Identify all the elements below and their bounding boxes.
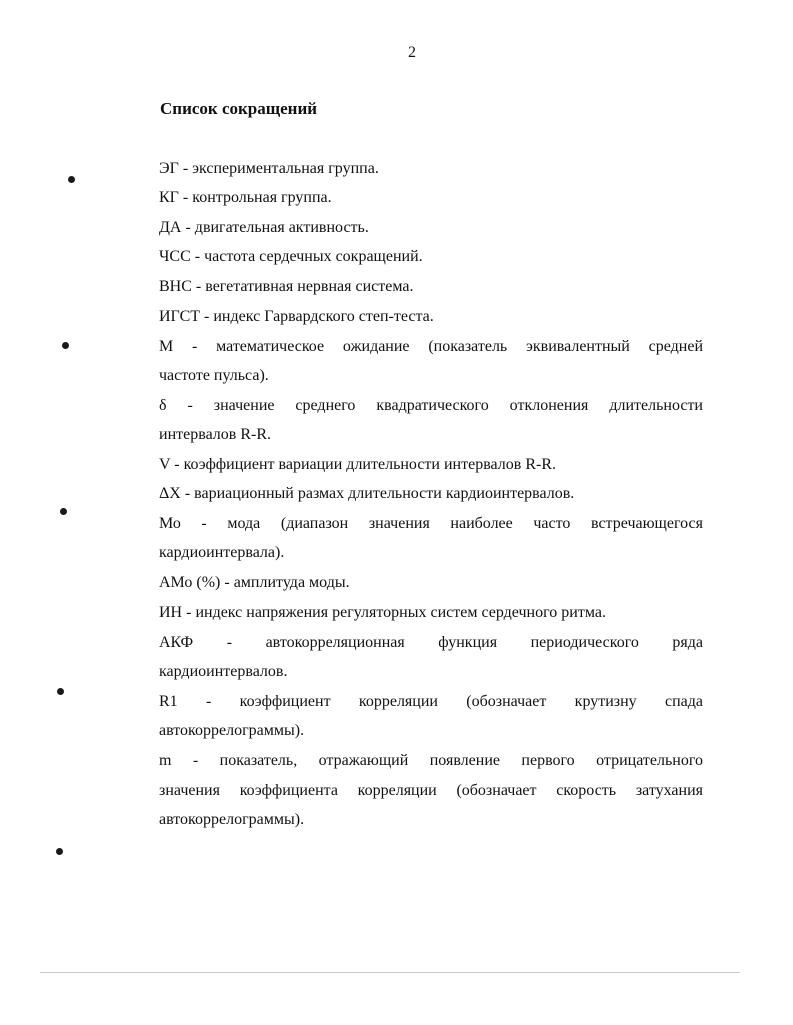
abbreviation-v: V - коэффициент вариации длительности интервалов R-R. [159,456,556,473]
abbreviation-akf-line1: АКФ - автокорреляционная функция периодического ряда [159,634,703,651]
page-number: 2 [408,44,416,61]
abbreviation-m-lower-line3: автокоррелограммы). [159,811,305,828]
abbreviation-igst: ИГСТ - индекс Гарвардского степ-теста. [159,308,434,325]
abbreviation-m-lower-line2: значения коэффициента корреляции (обозначает скорость затухания [159,782,703,799]
abbreviation-chss: ЧСС - частота сердечных сокращений. [159,248,423,265]
abbreviation-mo-line1: Мо - мода (диапазон значения наиболее часто встречающегося [159,515,703,532]
abbreviation-r1-line2: автокоррелограммы). [159,722,305,739]
abbreviation-m-line1: М - математическое ожидание (показатель эквивалентный средней [159,338,703,355]
abbreviation-m-lower-line1: m - показатель, отражающий появление первого отрицательного [159,752,703,769]
abbreviation-vns: ВНС - вегетативная нервная система. [159,278,414,295]
abbreviation-mo-line2: кардиоинтервала). [159,544,285,561]
abbreviation-da: ДА - двигательная активность. [159,219,369,236]
abbreviation-eg: ЭГ - экспериментальная группа. [159,160,379,177]
abbreviation-r1-line1: R1 - коэффициент корреляции (обозначает крутизну спада [159,693,703,710]
page-title: Список сокращений [160,99,318,118]
binder-hole-mark [62,342,69,349]
abbreviation-delta-line2: интервалов R-R. [159,426,272,443]
abbreviation-dx: ΔX - вариационный размах длительности кардиоинтервалов. [159,485,575,502]
binder-hole-mark [57,688,64,695]
scan-noise-line [40,972,740,973]
binder-hole-mark [60,508,67,515]
abbreviation-akf-line2: кардиоинтервалов. [159,663,288,680]
binder-hole-mark [56,848,63,855]
abbreviation-m-line2: частоте пульса). [159,367,269,384]
abbreviation-kg: КГ - контрольная группа. [159,189,332,206]
abbreviation-amo: АМо (%) - амплитуда моды. [159,574,350,591]
abbreviation-in: ИН - индекс напряжения регуляторных систем сердечного ритма. [159,604,606,621]
binder-hole-mark [68,176,75,183]
abbreviation-delta-line1: δ - значение среднего квадратического отклонения длительности [159,397,703,414]
